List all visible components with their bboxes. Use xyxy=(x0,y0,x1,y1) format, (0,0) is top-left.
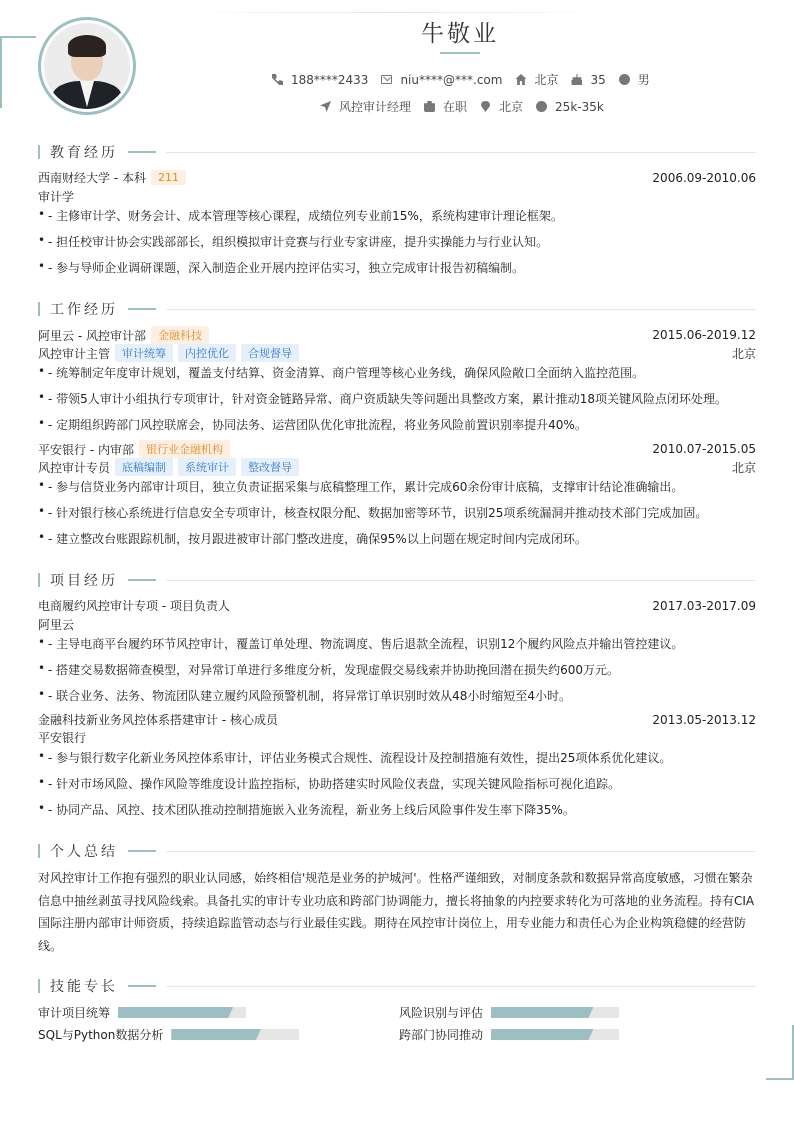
job-info-row xyxy=(320,98,617,115)
gender-info: 男 xyxy=(619,71,650,88)
project-org: 阿里云 xyxy=(38,618,75,632)
section-title: 教育经历 xyxy=(50,145,118,161)
school-tag: 211 xyxy=(151,170,186,185)
skill-bar-fill xyxy=(171,1029,261,1040)
skill-name: 审计项目统筹 xyxy=(38,1006,111,1020)
education-date: 2006.09-2010.06 xyxy=(652,170,756,185)
phone-icon xyxy=(272,74,283,85)
location-icon xyxy=(480,101,491,112)
avatar-photo xyxy=(44,23,130,109)
skill-tag: 审计统筹 xyxy=(115,344,173,362)
list-item: • - 协同产品、风控、技术团队推动控制措施嵌入业务流程，新业务上线后风险事件发生率下降35%。 xyxy=(38,801,575,817)
list-item: • - 主导电商平台履约环节风控审计，覆盖订单处理、物流调度、售后退款全流程，识别12个履约风险点并输出管控建议。 xyxy=(38,635,684,651)
skill-tag: 底稿编制 xyxy=(115,458,173,476)
section-summary xyxy=(38,841,756,861)
corner-decoration-bottom-right xyxy=(766,1025,794,1080)
work-city: 北京 xyxy=(731,460,756,475)
skill-bar-fill xyxy=(118,1007,233,1018)
contact-info-row xyxy=(272,71,663,88)
skill-bar xyxy=(491,1007,619,1018)
skill-bar xyxy=(118,1007,246,1018)
target-position-info: 风控审计经理 xyxy=(320,98,411,115)
section-skills xyxy=(38,976,756,996)
list-item: • - 针对市场风险、操作风险等维度设计监控指标，协助搭建实时风险仪表盘，实现关键风险指标可视化追踪。 xyxy=(38,775,621,791)
industry-tag: 金融科技 xyxy=(151,326,209,344)
candidate-name: 牛敬业 xyxy=(421,21,499,47)
list-item: • - 参与信贷业务内部审计项目，独立负责证据采集与底稿整理工作，累计完成60余份审计底稿，支撑审计结论准确输出。 xyxy=(38,478,684,494)
work-city: 北京 xyxy=(731,346,756,361)
salary-info: 25k-35k xyxy=(536,100,604,114)
skill-name: SQL与Python数据分析 xyxy=(38,1028,164,1042)
project-org: 平安银行 xyxy=(38,731,87,745)
job-title: 风控审计主管 xyxy=(38,346,111,361)
age-info: 35 xyxy=(571,73,605,87)
skill-bar xyxy=(491,1029,619,1040)
job-title: 风控审计专员 xyxy=(38,460,111,475)
email-info: niu****@***.com xyxy=(381,73,502,87)
section-education xyxy=(38,142,756,162)
list-item: • - 主修审计学、财务会计、成本管理等核心课程，成绩位列专业前15%，系统构建审计理论框架。 xyxy=(38,207,563,223)
skill-bar-fill xyxy=(491,1029,593,1040)
skill-item xyxy=(38,1004,246,1021)
section-title: 项目经历 xyxy=(50,573,118,589)
skill-tag: 内控优化 xyxy=(178,344,236,362)
project-date: 2013.05-2013.12 xyxy=(652,712,756,727)
skill-name: 风险识别与评估 xyxy=(399,1006,484,1020)
work-header xyxy=(38,326,756,344)
hometown-info: 北京 xyxy=(515,71,558,88)
project-header xyxy=(38,597,756,614)
list-item: • - 担任校审计协会实践部部长，组织模拟审计竞赛与行业专家讲座，提升实操能力与行业认知。 xyxy=(38,233,549,249)
skill-item xyxy=(399,1004,619,1021)
cake-icon xyxy=(571,74,582,85)
target-city-info: 北京 xyxy=(480,98,523,115)
project-name: 电商履约风控审计专项 - 项目负责人 xyxy=(38,599,230,613)
summary-text: 对风控审计工作抱有强烈的职业认同感，始终相信'规范是业务的护城河'。性格严谨细致，对制度条款和数据异常高度敏感，习惯在繁杂信息中抽丝剥茧寻找风险线索。具备扎实的审计专业功底和跨部门协调能力，擅长将抽象的内控要求转化为可落地的业务流程。持有CIA国际注册内部审计师资质，持续追踪监管动态与行业最佳实践。期待在风控审计岗位上，用专业能力和责任心为企业构筑稳健的经营防线。 xyxy=(38,871,755,953)
list-item: • - 搭建交易数据筛查模型，对异常订单进行多维度分析，发现虚假交易线索并协助挽回潜在损失约600万元。 xyxy=(38,661,620,677)
face-icon xyxy=(619,74,630,85)
list-item: • - 带领5人审计小组执行专项审计，针对资金链路异常、商户资质缺失等问题出具整改方案，累计推动18项关键风险点闭环处理。 xyxy=(38,390,728,406)
list-item: • - 参与导师企业调研课题，深入制造企业开展内控评估实习，独立完成审计报告初稿编制。 xyxy=(38,259,525,275)
skill-bar xyxy=(171,1029,299,1040)
skill-item xyxy=(38,1026,299,1043)
list-item: • - 建立整改台账跟踪机制，按月跟进被审计部门整改进度，确保95%以上问题在规定时间内完成闭环。 xyxy=(38,530,587,546)
briefcase-icon xyxy=(424,101,435,112)
skill-item xyxy=(399,1026,619,1043)
work-date: 2015.06-2019.12 xyxy=(652,328,756,342)
mail-icon xyxy=(381,75,392,84)
send-icon xyxy=(320,101,331,112)
skill-tag: 合规督导 xyxy=(241,344,299,362)
skill-tag: 整改督导 xyxy=(241,458,299,476)
section-title: 工作经历 xyxy=(50,302,118,318)
list-item: • - 统筹制定年度审计规划，覆盖支付结算、资金清算、商户管理等核心业务线，确保风险敞口全面纳入监控范围。 xyxy=(38,364,645,380)
list-item: • - 针对银行核心系统进行信息安全专项审计，核查权限分配、数据加密等环节，识别25项系统漏洞并推动技术部门完成加固。 xyxy=(38,504,708,520)
phone-info: 188****2433 xyxy=(272,73,368,87)
list-item: • - 定期组织跨部门风控联席会，协同法务、运营团队优化审批流程，将业务风险前置识别率提升40%。 xyxy=(38,416,587,432)
list-item: • - 参与银行数字化新业务风控体系审计，评估业务模式合规性、流程设计及控制措施有效性，提出25项体系优化建议。 xyxy=(38,749,672,765)
company-name: 阿里云 - 风控审计部 xyxy=(38,328,146,343)
project-header xyxy=(38,711,756,728)
home-icon xyxy=(515,74,526,85)
avatar xyxy=(38,17,136,115)
work-title-row xyxy=(38,458,756,476)
job-status-info: 在职 xyxy=(424,98,467,115)
section-project xyxy=(38,570,756,590)
coin-icon xyxy=(536,101,547,112)
education-header xyxy=(38,169,756,186)
industry-tag: 银行业金融机构 xyxy=(139,440,230,458)
corner-decoration-top-left xyxy=(0,36,36,108)
section-title: 技能专长 xyxy=(50,979,118,995)
project-date: 2017.03-2017.09 xyxy=(652,598,756,613)
name-underline xyxy=(440,52,480,54)
major: 审计学 xyxy=(38,190,75,204)
section-title: 个人总结 xyxy=(50,844,118,860)
work-header xyxy=(38,440,756,458)
work-date: 2010.07-2015.05 xyxy=(652,442,756,456)
list-item: • - 联合业务、法务、物流团队建立履约风险预警机制，将异常订单识别时效从48小时缩短至4小时。 xyxy=(38,687,572,703)
work-title-row xyxy=(38,344,756,362)
section-work xyxy=(38,299,756,319)
top-decor-line xyxy=(180,12,610,13)
skill-bar-fill xyxy=(491,1007,593,1018)
school-name: 西南财经大学 - 本科 xyxy=(38,171,146,185)
project-name: 金融科技新业务风控体系搭建审计 - 核心成员 xyxy=(38,713,278,727)
company-name: 平安银行 - 内审部 xyxy=(38,442,134,457)
skill-tag: 系统审计 xyxy=(178,458,236,476)
skill-name: 跨部门协同推动 xyxy=(399,1028,484,1042)
